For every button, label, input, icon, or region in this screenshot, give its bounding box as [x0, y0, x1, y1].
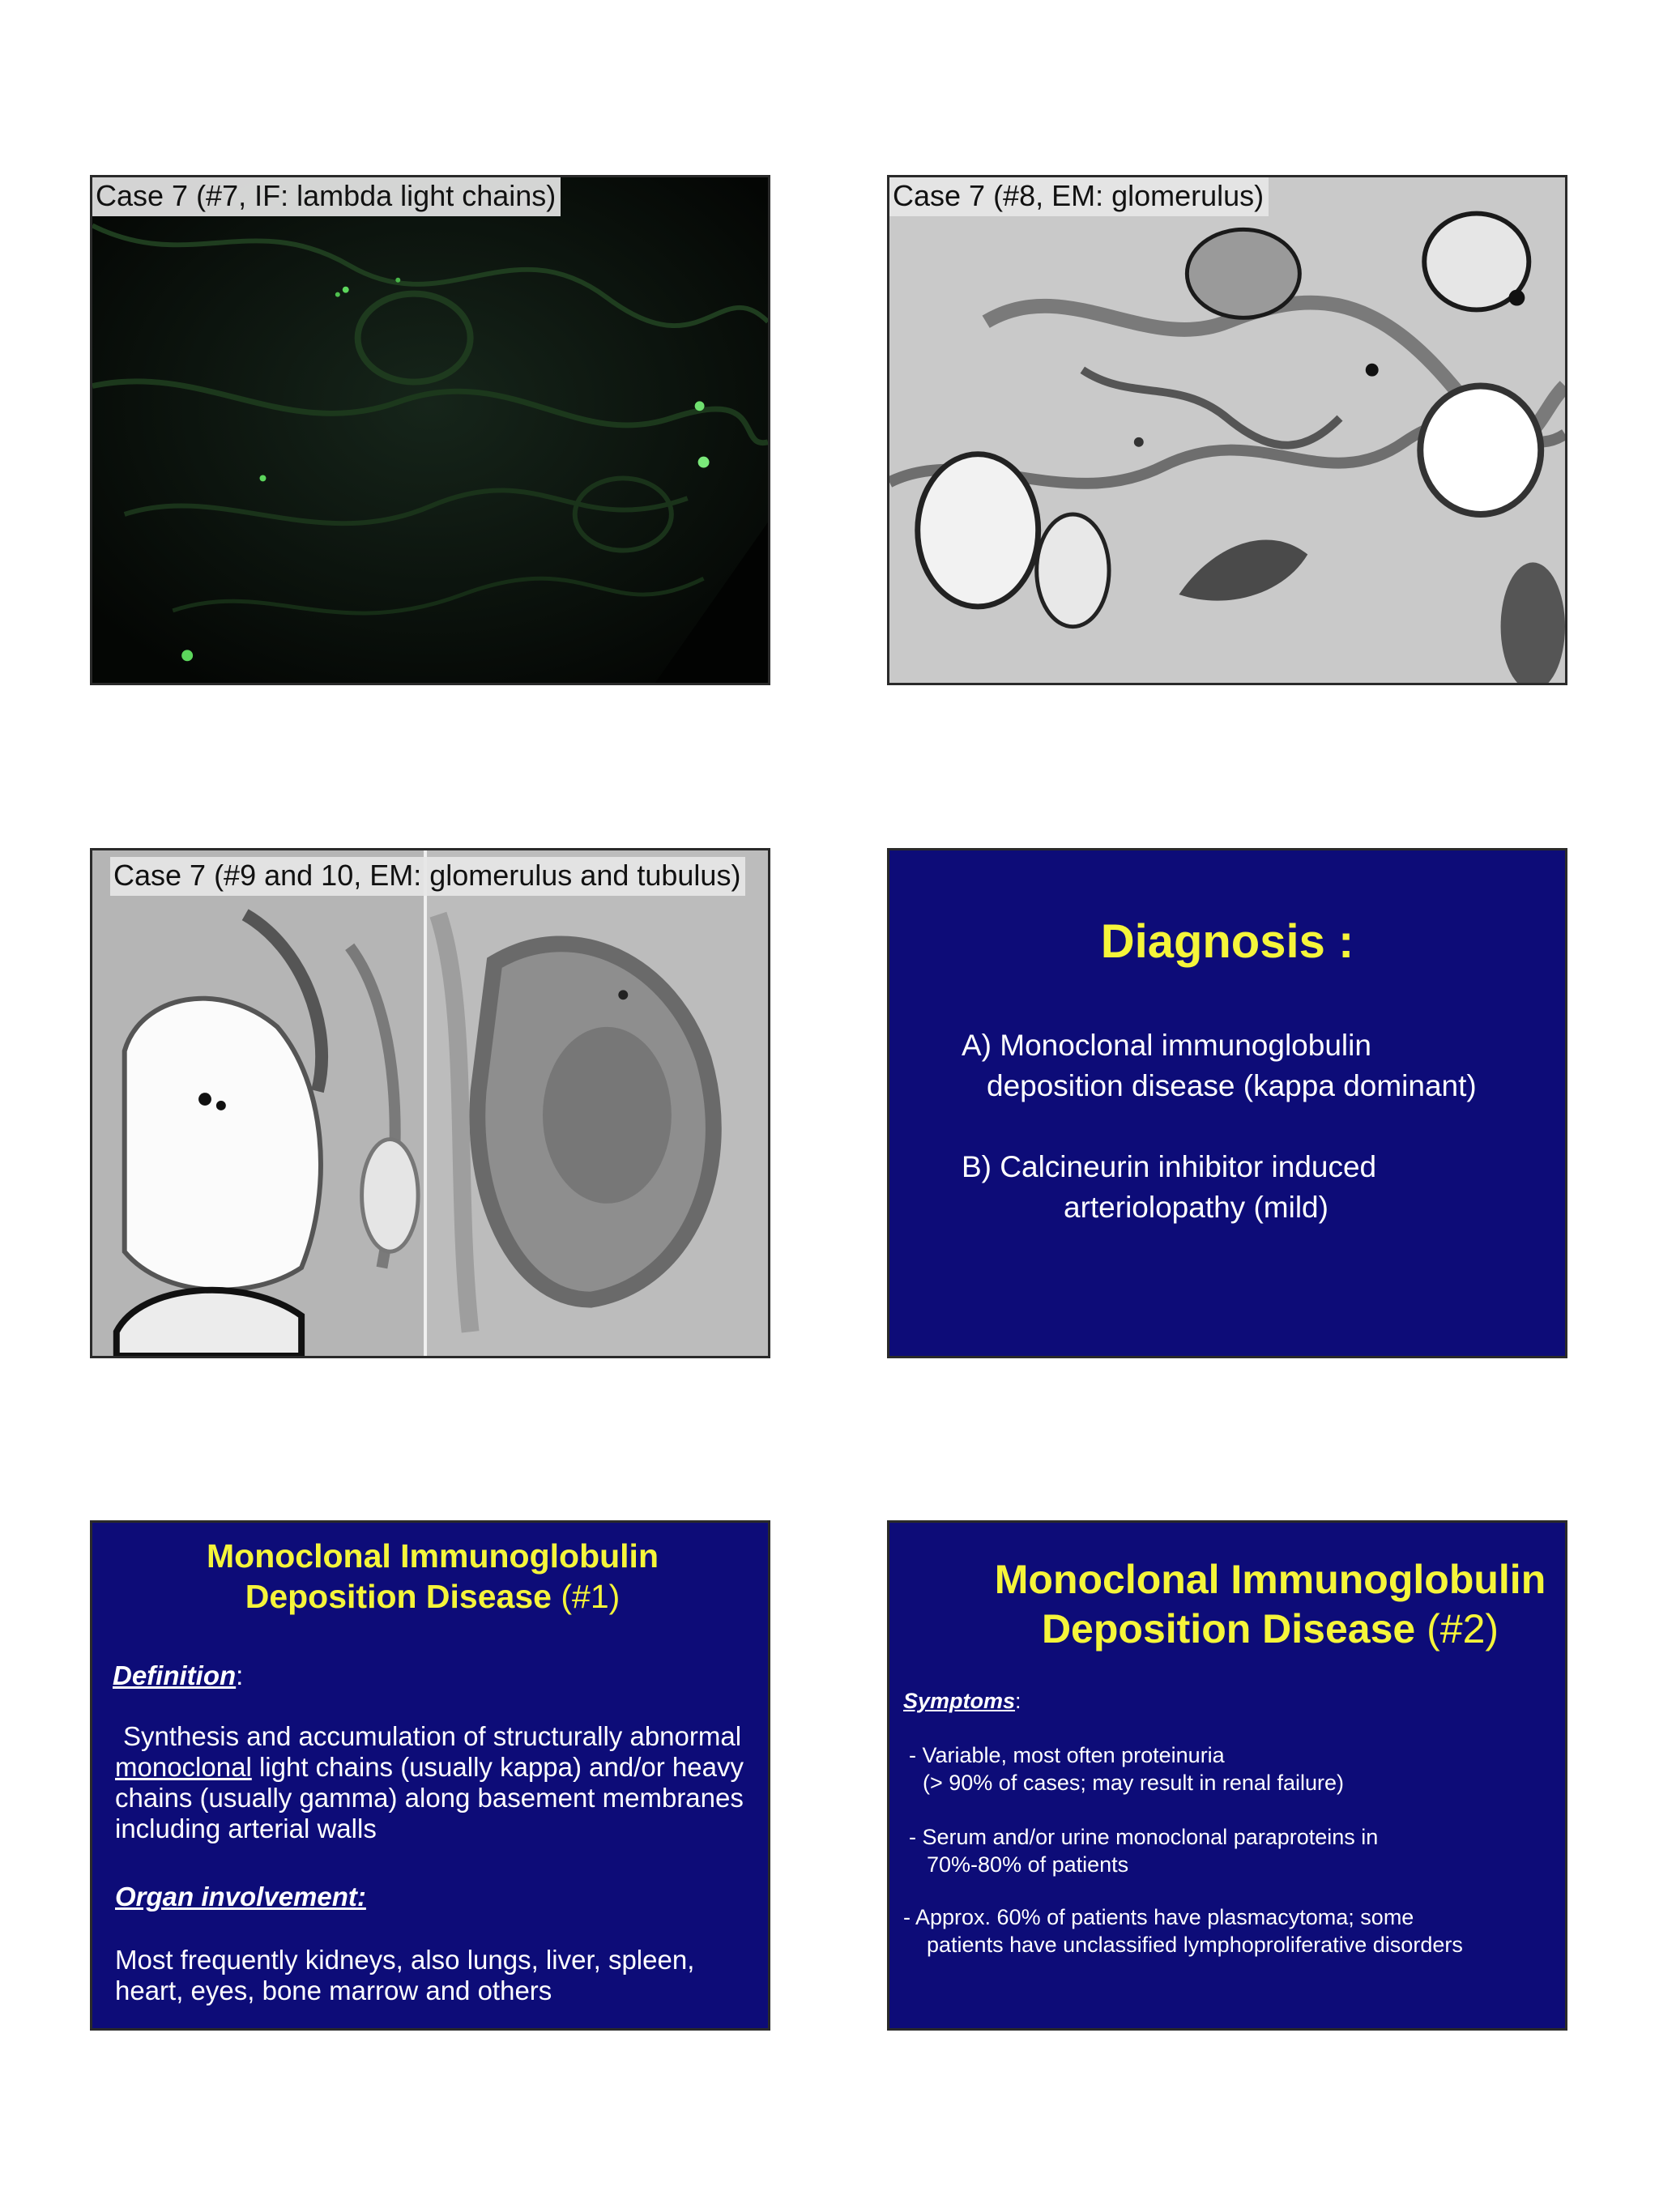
slide-caption: Case 7 (#9 and 10, EM: glomerulus and tubulus): [110, 857, 745, 896]
symptom-1-line1: - Variable, most often proteinuria: [909, 1743, 1225, 1767]
definition-colon: :: [236, 1660, 244, 1690]
electron-micrograph-glomerulus: [889, 177, 1565, 683]
title-line2-text: Deposition Disease: [1041, 1606, 1416, 1652]
diagnosis-b-line2: arteriolopathy (mild): [1064, 1191, 1328, 1224]
diagnosis-a-line1: A) Monoclonal immunoglobulin: [962, 1029, 1371, 1062]
diagnosis-a-line2: deposition disease (kappa dominant): [987, 1069, 1477, 1102]
title-line2: [970, 1605, 1567, 1654]
slide-title: [92, 1536, 770, 1617]
organ-line2: heart, eyes, bone marrow and others: [115, 1975, 552, 2005]
diagnosis-b-line1: B) Calcineurin inhibitor induced: [962, 1150, 1377, 1183]
slide-midd-2: [887, 1520, 1567, 2031]
title-line1: Monoclonal Immunoglobulin: [207, 1537, 659, 1575]
slide-em-glomerulus: [887, 175, 1567, 685]
immunofluorescence-micrograph: [92, 177, 768, 683]
title-line2: [92, 1576, 770, 1617]
title-number: (#2): [1427, 1606, 1499, 1652]
symptoms-label: Symptoms: [903, 1689, 1016, 1713]
definition-monoclonal: monoclonal: [115, 1752, 252, 1782]
symptom-1-line2: (> 90% of cases; may result in renal failure): [923, 1771, 1344, 1795]
slide-diagnosis: [887, 848, 1567, 1358]
slide-caption: Case 7 (#7, IF: lambda light chains): [92, 177, 561, 216]
symptom-3-line2: patients have unclassified lymphoproliferative disorders: [927, 1933, 1463, 1957]
title-line2-text: Deposition Disease: [245, 1578, 552, 1616]
slide-em-glomerulus-tubulus: [90, 848, 770, 1358]
definition-line1: Synthesis and accumulation of structurally abnormal: [123, 1721, 742, 1751]
symptom-2-line2: 70%-80% of patients: [927, 1852, 1129, 1877]
symptoms-heading: [903, 1689, 1021, 1714]
symptom-2-line1: - Serum and/or urine monoclonal paraproteins in: [909, 1825, 1379, 1849]
slide-midd-1: [90, 1520, 770, 2031]
slide-title: [970, 1555, 1567, 1654]
definition-line2-rest: light chains (usually kappa) and/or heavy: [251, 1752, 744, 1782]
title-number: (#1): [561, 1578, 621, 1616]
electron-micrographs-glomerulus-tubulus: [92, 850, 768, 1356]
symptoms-colon: :: [1015, 1689, 1021, 1713]
definition-line2: [115, 1752, 744, 1783]
organ-involvement-heading: Organ involvement:: [115, 1882, 366, 1912]
symptom-3-line1: - Approx. 60% of patients have plasmacytoma; some: [903, 1905, 1414, 1929]
definition-line4: including arterial walls: [115, 1813, 377, 1843]
organ-line1: Most frequently kidneys, also lungs, liver, spleen,: [115, 1945, 695, 1975]
definition-line3: chains (usually gamma) along basement membranes: [115, 1783, 744, 1813]
slide-caption: Case 7 (#8, EM: glomerulus): [889, 177, 1269, 216]
definition-label: Definition: [113, 1660, 237, 1690]
slide-title: Diagnosis :: [1100, 915, 1354, 968]
definition-heading: [113, 1660, 243, 1691]
slide-if-lambda: [90, 175, 770, 685]
title-line1: Monoclonal Immunoglobulin: [994, 1557, 1546, 1602]
